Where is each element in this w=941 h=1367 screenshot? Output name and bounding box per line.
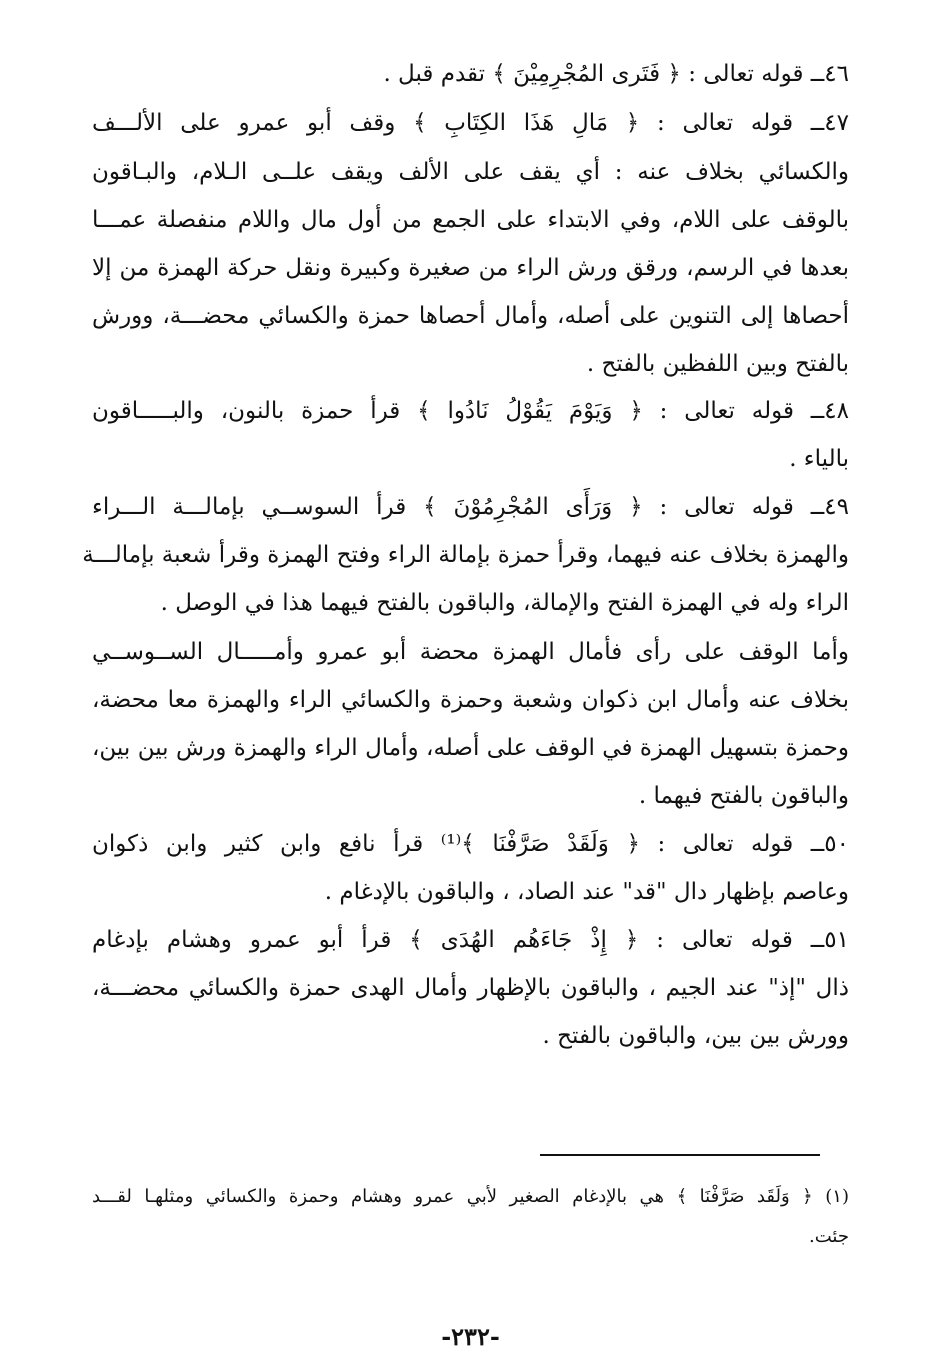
- text-line: والهمزة بخلاف عنه فيهما، وقرأ حمزة بإمالة الراء وفتح الهمزة وقرأ شعبة بإمالـــة: [82, 542, 849, 568]
- footnote-line: جئت.: [809, 1226, 849, 1247]
- text-line: الراء وله في الهمزة الفتح والإمالة، والباقون بالفتح فيهما هذا في الوصل .: [160, 590, 849, 616]
- page-number: -٢٣٢-: [441, 1322, 500, 1351]
- footnote-separator: [540, 1154, 820, 1156]
- text-line: أحصاها إلى التنوين على أصله، وأمال أحصاها حمزة والكسائي محضـــة، وورش: [92, 303, 849, 329]
- text-line: ٥٠ــ قوله تعالى : ﴿ وَلَقَدْ صَرَّفْنَا ﴾⁽¹⁾ قرأ نافع وابن كثير وابن ذكوان: [92, 831, 849, 857]
- text-line: بخلاف عنه وأمال ابن ذكوان وشعبة وحمزة والكسائي الراء والهمزة معا محضة،: [92, 687, 849, 713]
- text-line: ٤٦ــ قوله تعالى : ﴿ فَتَرى المُجْرِمِيْنَ ﴾ تقدم قبل .: [383, 61, 849, 87]
- footnote-line: (١) ﴿ وَلَقَد صَرَّفْنَا ﴾ هي بالإدغام الصغير لأبي عمرو وهشام وحمزة والكسائي ومثلهـا لقـــد: [92, 1186, 849, 1207]
- text-line: بالياء .: [789, 446, 849, 472]
- text-line: وأما الوقف على رأى فأمال الهمزة محضة أبو عمرو وأمـــــال الســوســي: [92, 639, 849, 665]
- text-line: بعدها في الرسم، ورقق ورش الراء من صغيرة وكبيرة ونقل حركة الهمزة من إلا: [92, 255, 849, 281]
- text-line: وورش بين بين، والباقون بالفتح .: [542, 1023, 849, 1049]
- text-line: ذال "إذ" عند الجيم ، والباقون بالإظهار وأمال الهدى حمزة والكسائي محضـــة،: [92, 975, 849, 1001]
- text-line: والكسائي بخلاف عنه : أي يقف على الألف ويقف علــى الـلام، والبـاقون: [92, 159, 849, 185]
- text-line: ٤٧ــ قوله تعالى : ﴿ مَالِ هَذَا الكِتَابِ ﴾ وقف أبو عمرو على الألـــف: [92, 110, 849, 136]
- text-line: ٤٩ــ قوله تعالى : ﴿ وَرَأَى المُجْرِمُوْنَ ﴾ قرأ السوســي بإمالـــة الـــراء: [92, 494, 849, 520]
- text-line: بالوقف على اللام، وفي الابتداء على الجمع من أول مال واللام منفصلة عمـــا: [92, 207, 849, 233]
- text-line: وعاصم بإظهار دال "قد" عند الصاد، ، والباقون بالإدغام .: [324, 879, 849, 905]
- text-line: والباقون بالفتح فيهما .: [638, 783, 849, 809]
- text-line: بالفتح وبين اللفظين بالفتح .: [586, 351, 849, 377]
- text-line: ٥١ــ قوله تعالى : ﴿ إِذْ جَاءَهُم الهُدَى ﴾ قرأ أبو عمرو وهشام بإدغام: [92, 927, 849, 953]
- text-line: وحمزة بتسهيل الهمزة في الوقف على أصله، وأمال الراء والهمزة ورش بين بين،: [92, 735, 849, 761]
- text-line: ٤٨ــ قوله تعالى : ﴿ وَيَوْمَ يَقُوْلُ نَادُوا ﴾ قرأ حمزة بالنون، والبـــــاقون: [92, 398, 849, 424]
